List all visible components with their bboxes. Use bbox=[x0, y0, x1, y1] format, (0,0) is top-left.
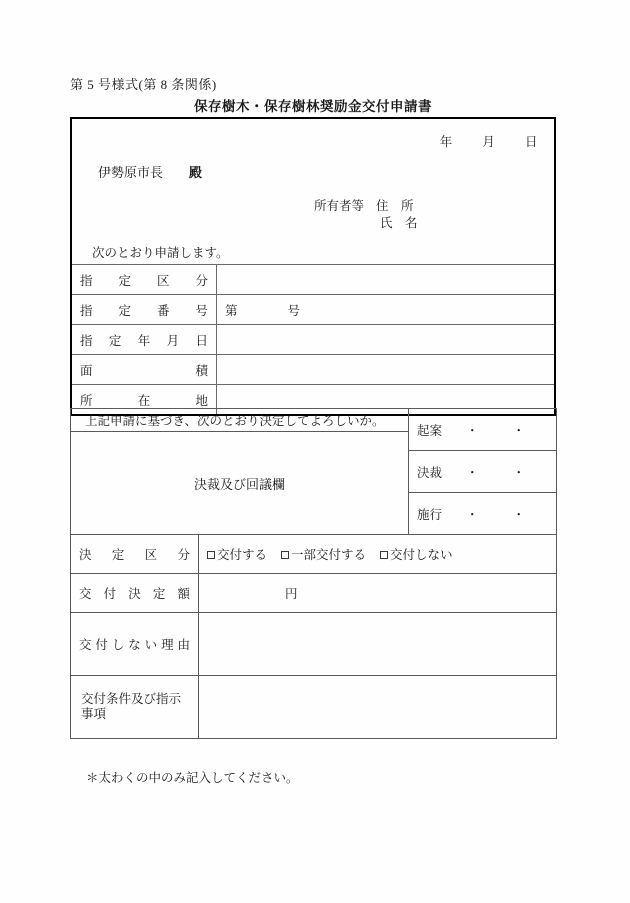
row-label-decided-amount: 交付決定額 bbox=[71, 574, 199, 613]
stamp-label-shiko: 施行 bbox=[417, 507, 443, 522]
stamp-cell-shiko[interactable] bbox=[409, 493, 557, 535]
stamp-label-kian: 起案 bbox=[417, 423, 443, 438]
amount-unit: 円 bbox=[285, 587, 298, 601]
application-table bbox=[72, 264, 554, 414]
owner-address-row bbox=[314, 198, 418, 215]
row-value-designation-date[interactable] bbox=[217, 325, 555, 355]
table-row bbox=[72, 355, 554, 385]
table-row bbox=[72, 295, 554, 325]
row-value-designation-number[interactable]: 第 号 bbox=[217, 295, 555, 325]
row-value-decided-amount[interactable] bbox=[199, 574, 557, 613]
owner-address-label: 住 所 bbox=[376, 199, 414, 213]
row-value-designation-category[interactable] bbox=[217, 265, 555, 295]
row-value-no-grant-reason[interactable] bbox=[199, 613, 557, 676]
stamp-cell-kessai[interactable] bbox=[409, 451, 557, 493]
stamp-dot-1: ・ bbox=[466, 423, 479, 438]
stamp-dot-2: ・ bbox=[512, 465, 526, 480]
date-year-label: 年 bbox=[439, 135, 453, 149]
owner-block bbox=[314, 198, 418, 232]
table-row bbox=[71, 574, 557, 613]
application-header bbox=[72, 119, 554, 264]
stamp-cell-kian[interactable] bbox=[409, 409, 557, 451]
option-grant-label: 交付する bbox=[217, 548, 268, 562]
option-no-grant-label: 交付しない bbox=[390, 548, 453, 562]
table-row bbox=[71, 409, 557, 432]
table-row bbox=[71, 676, 557, 739]
row-value-area[interactable] bbox=[217, 355, 555, 385]
date-month-label: 月 bbox=[482, 135, 496, 149]
checkbox-icon[interactable] bbox=[380, 551, 388, 559]
addressee-line bbox=[98, 162, 202, 181]
row-label-conditions: 交付条件及び指示事項 bbox=[71, 676, 199, 739]
checkbox-icon[interactable] bbox=[281, 551, 289, 559]
owner-name-label: 氏 名 bbox=[380, 216, 418, 230]
application-block bbox=[70, 117, 556, 416]
application-statement: 次のとおり申請します。 bbox=[92, 246, 229, 260]
addressee-honorific: 殿 bbox=[189, 165, 203, 180]
decision-options bbox=[199, 535, 557, 574]
row-label-designation-category: 指定区分 bbox=[72, 265, 217, 295]
date-line bbox=[440, 132, 538, 150]
table-row bbox=[71, 535, 557, 574]
option-partial-grant-label: 一部交付する bbox=[291, 548, 367, 562]
document-title: 保存樹木・保存樹林奨励金交付申請書 bbox=[194, 99, 432, 114]
row-label-decision-category: 決定区分 bbox=[71, 535, 199, 574]
option-partial-grant[interactable] bbox=[281, 548, 366, 562]
row-label-no-grant-reason: 交付しない理由 bbox=[71, 613, 199, 676]
ringi-area[interactable]: 決裁及び回議欄 bbox=[71, 432, 409, 535]
decision-table bbox=[70, 408, 557, 739]
owner-label: 所有者等 bbox=[314, 199, 365, 213]
form-number: 第 5 号様式(第 8 条関係) bbox=[70, 77, 217, 92]
decision-question: 上記申請に基づき、次のとおり決定してよろしいか。 bbox=[71, 409, 409, 432]
table-row bbox=[72, 325, 554, 355]
row-label-area: 面積 bbox=[72, 355, 217, 385]
row-label-location: 所在地 bbox=[72, 385, 217, 415]
stamp-dot-1: ・ bbox=[466, 507, 479, 522]
stamp-label-kessai: 決裁 bbox=[417, 465, 443, 480]
checkbox-icon[interactable] bbox=[207, 551, 215, 559]
option-grant[interactable] bbox=[207, 548, 267, 562]
stamp-dot-2: ・ bbox=[512, 507, 526, 522]
row-value-conditions[interactable] bbox=[199, 676, 557, 739]
date-day-label: 日 bbox=[524, 135, 538, 149]
stamp-dot-1: ・ bbox=[466, 465, 479, 480]
table-row bbox=[72, 265, 554, 295]
option-no-grant[interactable] bbox=[380, 548, 453, 562]
footnote: ＊太わくの中のみ記入してください。 bbox=[86, 771, 299, 785]
stamp-dot-2: ・ bbox=[512, 423, 526, 438]
row-label-designation-date: 指定年月日 bbox=[72, 325, 217, 355]
addressee-name: 伊勢原市長 bbox=[98, 165, 164, 180]
table-row bbox=[71, 613, 557, 676]
owner-name-row bbox=[380, 215, 418, 232]
row-label-designation-number: 指定番号 bbox=[72, 295, 217, 325]
